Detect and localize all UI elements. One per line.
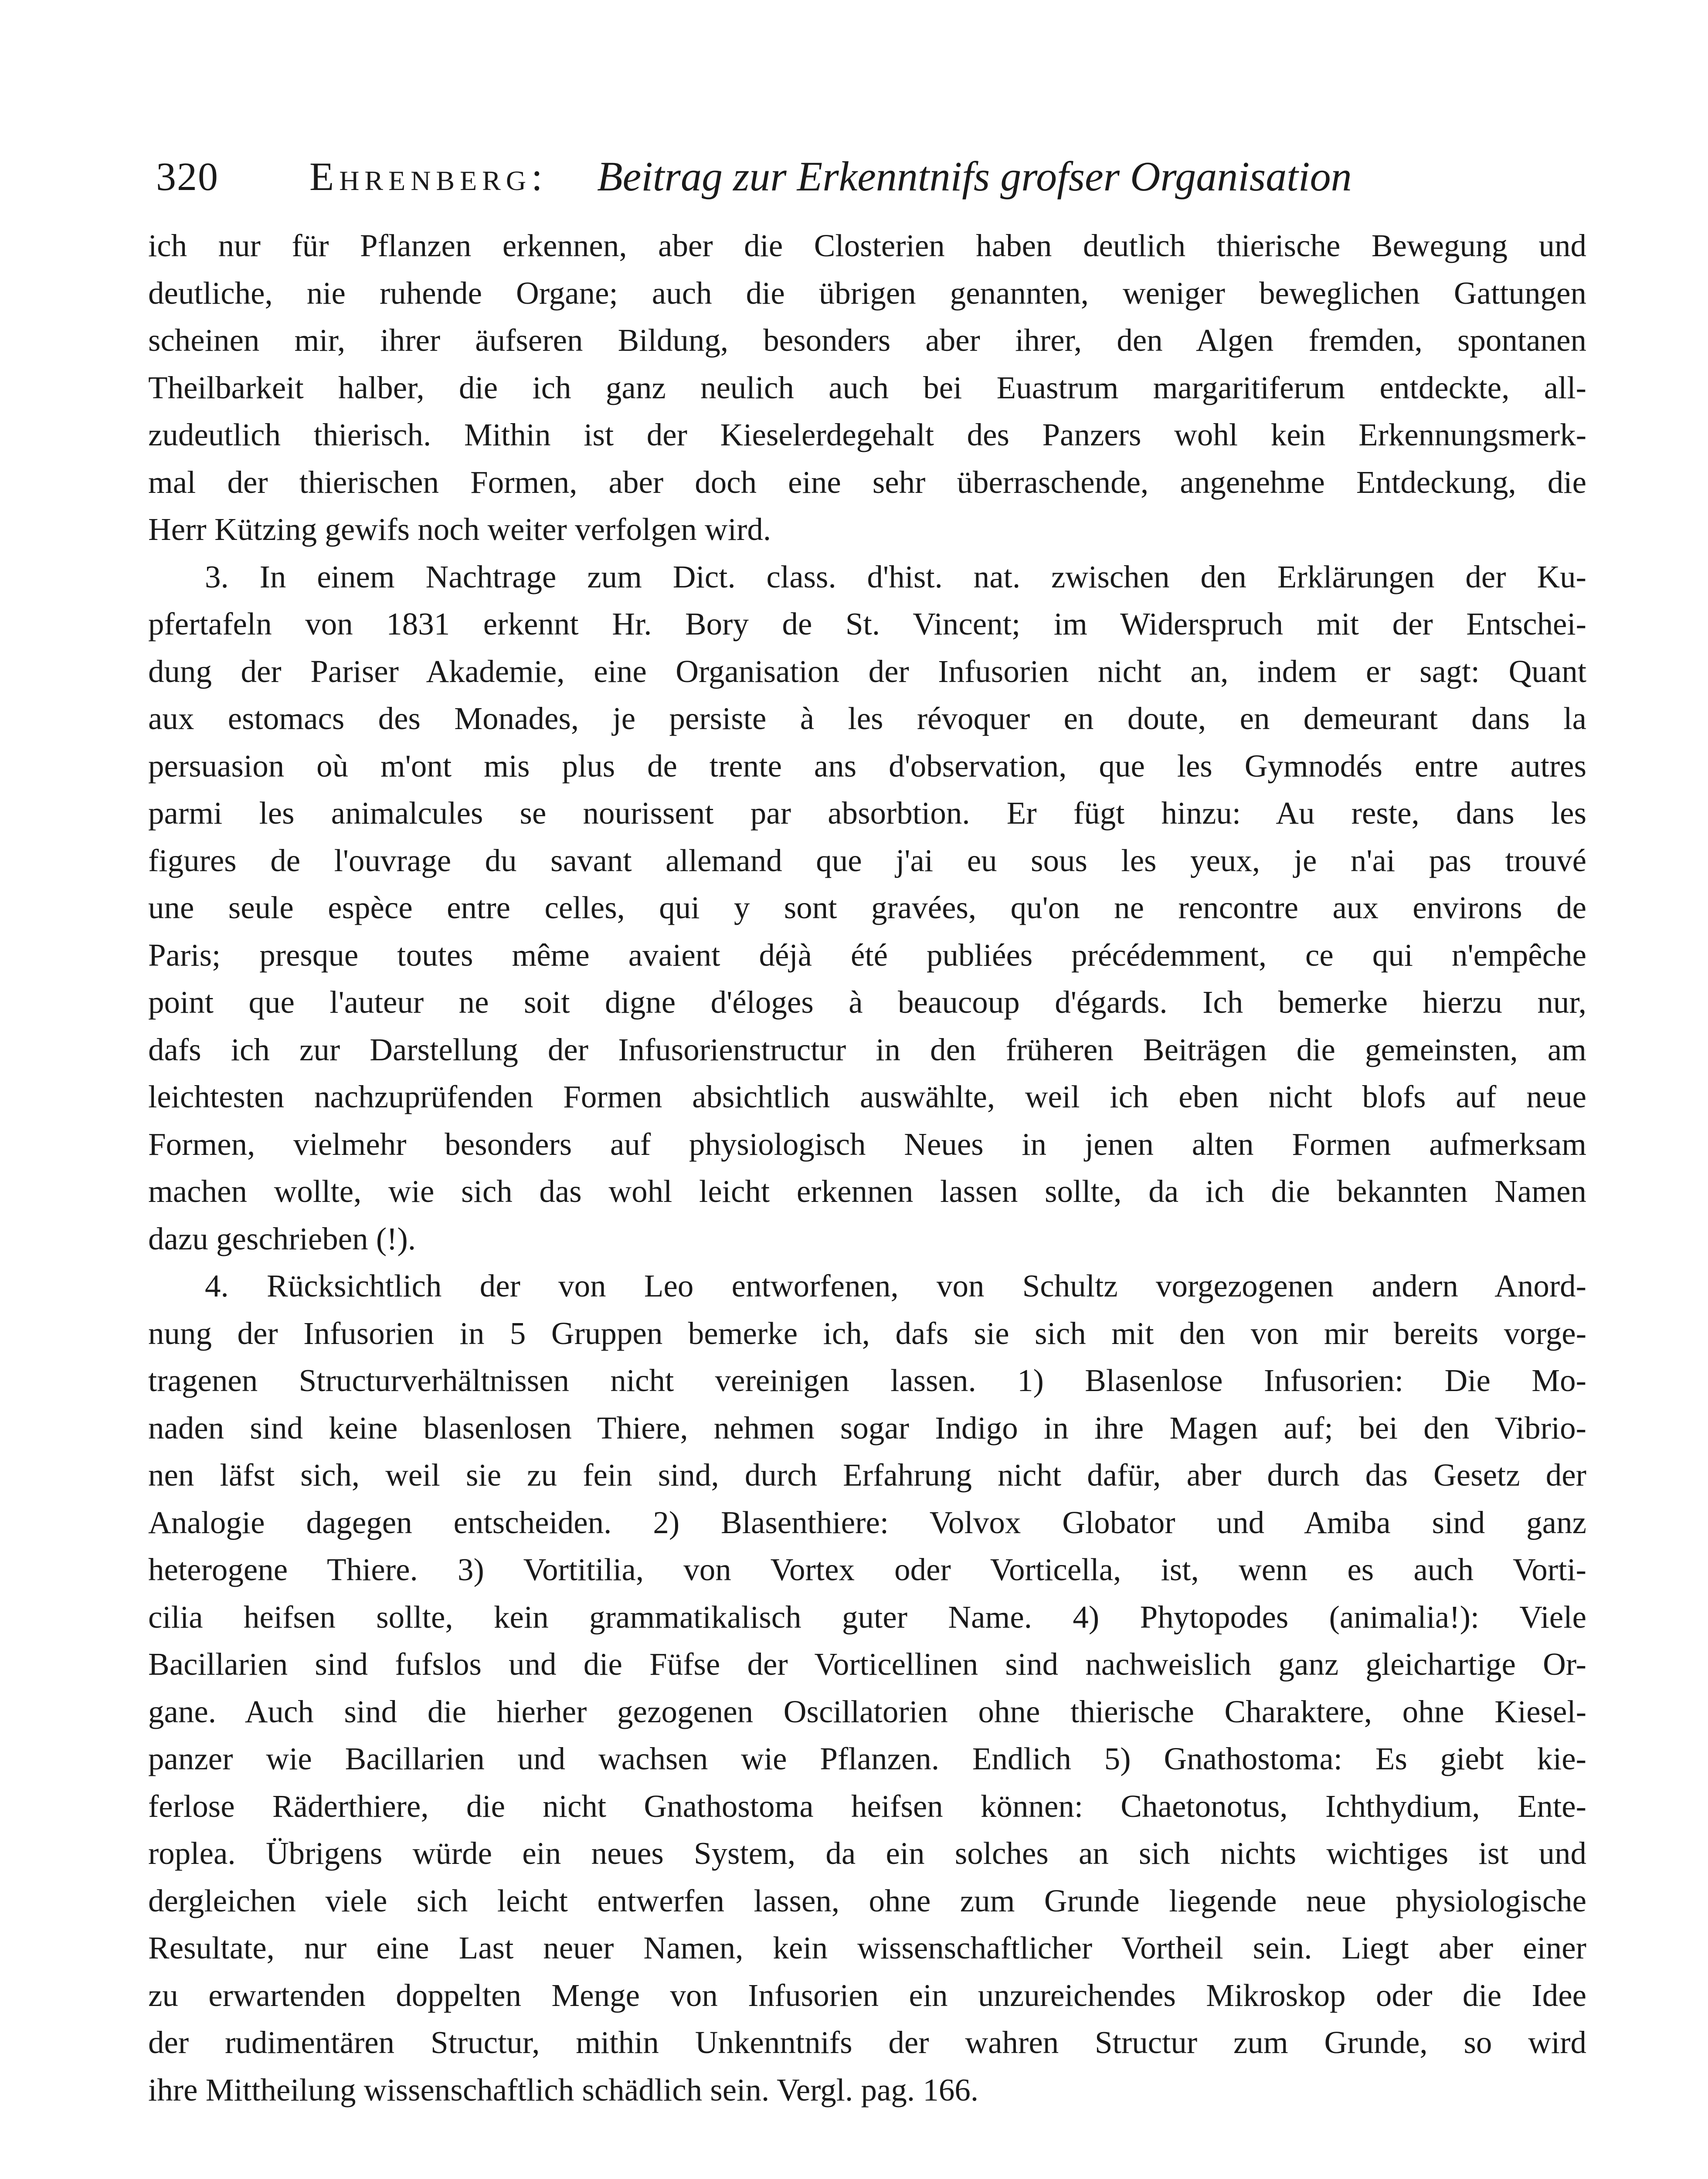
text-line: gane. Auch sind die hierher gezogenen Oscillatorien ohne thierische Charaktere, ohne Kiesel-: [148, 1694, 1586, 1729]
running-head-title: Beitrag zur Erkenntnifs grofser Organisation: [597, 153, 1352, 200]
text-line: deutliche, nie ruhende Organe; auch die übrigen genannten, weniger beweglichen Gattungen: [148, 275, 1586, 311]
text-line: point que l'auteur ne soit digne d'éloges à beaucoup d'égards. Ich bemerke hierzu nur,: [148, 984, 1586, 1020]
text-line: roplea. Übrigens würde ein neues System, da ein solches an sich nichts wichtiges ist und: [148, 1836, 1586, 1871]
text-line: nung der Infusorien in 5 Gruppen bemerke ich, dafs sie sich mit den von mir bereits vorge-: [148, 1315, 1586, 1351]
running-head-author: Ehrenberg:: [309, 154, 548, 199]
text-line: parmi les animalcules se nourissent par absorbtion. Er fügt hinzu: Au reste, dans les: [148, 795, 1586, 831]
text-line: Paris; presque toutes même avaient déjà été publiées précédemment, ce qui n'empêche: [148, 937, 1586, 973]
text-line: zu erwartenden doppelten Menge von Infusorien ein unzureichendes Mikroskop oder die Idee: [148, 1977, 1586, 2013]
text-line: Theilbarkeit halber, die ich ganz neulich auch bei Euastrum margaritiferum entdeckte, all-: [148, 370, 1586, 405]
running-head: [148, 144, 1586, 209]
text-line: zudeutlich thierisch. Mithin ist der Kieselerdegehalt des Panzers wohl kein Erkennungsmerk-: [148, 417, 1586, 452]
text-line: dazu geschrieben (!).: [148, 1221, 416, 1256]
text-line: naden sind keine blasenlosen Thiere, nehmen sogar Indigo in ihre Magen auf; bei den Vibrio-: [148, 1410, 1586, 1446]
text-line: dung der Pariser Akademie, eine Organisation der Infusorien nicht an, indem er sagt: Quant: [148, 653, 1586, 689]
text-line: tragenen Structurverhältnissen nicht vereinigen lassen. 1) Blasenlose Infusorien: Die Mo-: [148, 1363, 1586, 1398]
text-line: persuasion où m'ont mis plus de trente ans d'observation, que les Gymnodés entre autres: [148, 748, 1586, 784]
text-line: dafs ich zur Darstellung der Infusorienstructur in den früheren Beiträgen die gemeinsten, am: [148, 1032, 1586, 1067]
text-line: Formen, vielmehr besonders auf physiologisch Neues in jenen alten Formen aufmerksam: [148, 1126, 1586, 1162]
text-line: 4. Rücksichtlich der von Leo entworfenen, von Schultz vorgezogenen andern Anord-: [205, 1268, 1586, 1303]
text-line: Herr Kützing gewifs noch weiter verfolgen wird.: [148, 512, 771, 547]
text-line: Analogie dagegen entscheiden. 2) Blasenthiere: Volvox Globator und Amiba sind ganz: [148, 1504, 1586, 1540]
text-line: nen läfst sich, weil sie zu fein sind, durch Erfahrung nicht dafür, aber durch das Gesetz der: [148, 1457, 1586, 1493]
text-line: une seule espèce entre celles, qui y sont gravées, qu'on ne rencontre aux environs de: [148, 890, 1586, 925]
text-line: pfertafeln von 1831 erkennt Hr. Bory de St. Vincent; im Widerspruch mit der Entschei-: [148, 606, 1586, 641]
text-line: ihre Mittheilung wissenschaftlich schädlich sein. Vergl. pag. 166.: [148, 2072, 979, 2108]
text-line: heterogene Thiere. 3) Vortitilia, von Vortex oder Vorticella, ist, wenn es auch Vorti-: [148, 1552, 1586, 1587]
text-line: leichtesten nachzuprüfenden Formen absichtlich auswählte, weil ich eben nicht blofs auf neue: [148, 1079, 1586, 1114]
text-line: machen wollte, wie sich das wohl leicht erkennen lassen sollte, da ich die bekannten Namen: [148, 1174, 1586, 1209]
text-line: scheinen mir, ihrer äufseren Bildung, besonders aber ihrer, den Algen fremden, spontanen: [148, 322, 1586, 358]
text-line: figures de l'ouvrage du savant allemand que j'ai eu sous les yeux, je n'ai pas trouvé: [148, 842, 1586, 878]
text-line: mal der thierischen Formen, aber doch eine sehr überraschende, angenehme Entdeckung, die: [148, 464, 1586, 500]
text-line: der rudimentären Structur, mithin Unkenntnifs der wahren Structur zum Grunde, so wird: [148, 2025, 1586, 2060]
text-line: cilia heifsen sollte, kein grammatikalisch guter Name. 4) Phytopodes (animalia!): Viele: [148, 1599, 1586, 1635]
text-line: ferlose Räderthiere, die nicht Gnathostoma heifsen können: Chaetonotus, Ichthydium, Ente-: [148, 1788, 1586, 1824]
text-line: Bacillarien sind fufslos und die Füfse der Vorticellinen sind nachweislich ganz gleichartige Or-: [148, 1646, 1586, 1682]
text-line: 3. In einem Nachtrage zum Dict. class. d'hist. nat. zwischen den Erklärungen der Ku-: [205, 559, 1586, 594]
text-line: panzer wie Bacillarien und wachsen wie Pflanzen. Endlich 5) Gnathostoma: Es giebt kie-: [148, 1741, 1586, 1776]
text-line: dergleichen viele sich leicht entwerfen lassen, ohne zum Grunde liegende neue physiologische: [148, 1883, 1586, 1918]
document-page: [148, 144, 1586, 2179]
text-line: ich nur für Pflanzen erkennen, aber die Closterien haben deutlich thierische Bewegung und: [148, 228, 1586, 263]
page-number: 320: [156, 154, 219, 199]
text-line: Resultate, nur eine Last neuer Namen, kein wissenschaftlicher Vortheil sein. Liegt aber einer: [148, 1930, 1586, 1965]
text-line: aux estomacs des Monades, je persiste à les révoquer en doute, en demeurant dans la: [148, 701, 1586, 736]
body-text: [148, 222, 1586, 2114]
